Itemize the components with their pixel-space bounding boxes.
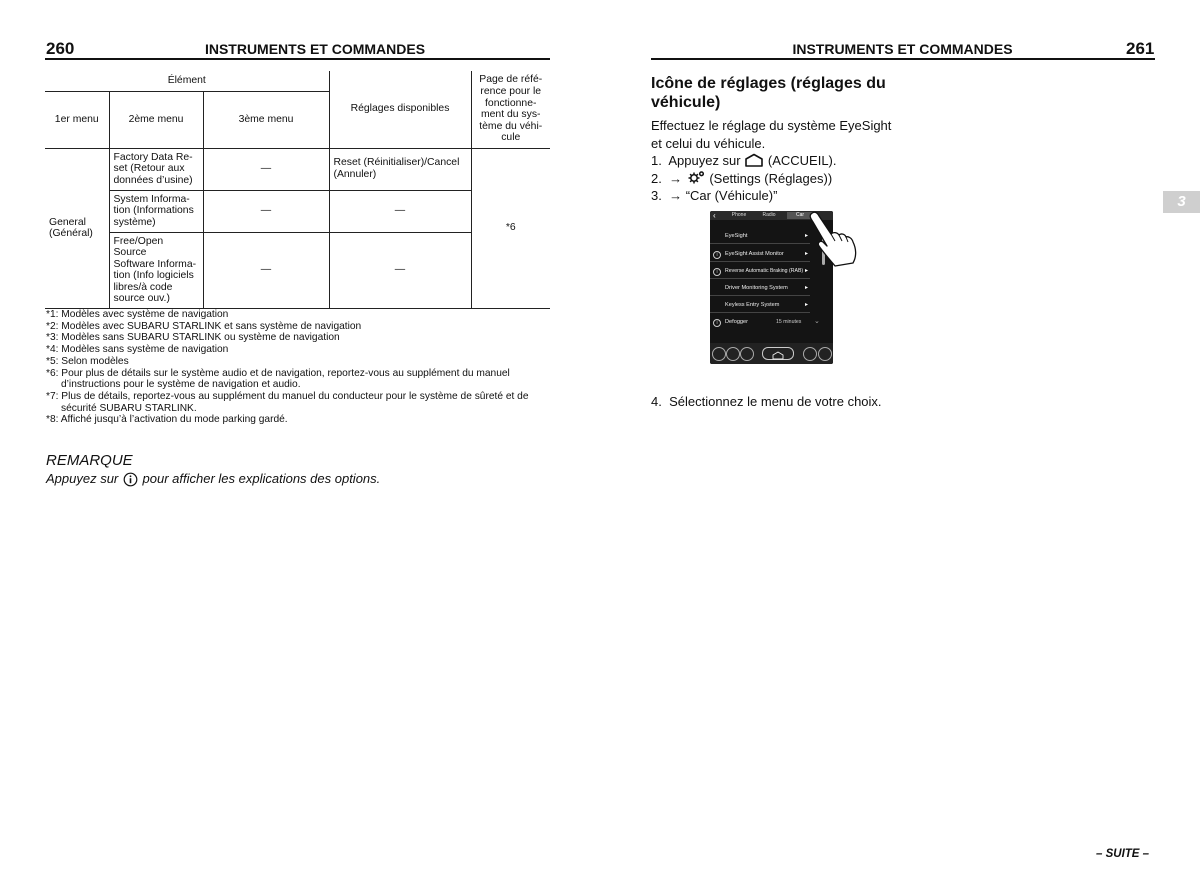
remark-heading: REMARQUE bbox=[46, 452, 133, 469]
right-page-header: INSTRUMENTS ET COMMANDES bbox=[792, 41, 1013, 57]
step-1-text-before: Appuyez sur bbox=[668, 153, 741, 168]
step-2-arrow: → bbox=[669, 170, 683, 186]
media-icon[interactable] bbox=[712, 347, 726, 361]
hand-pointer-icon bbox=[805, 208, 860, 268]
footnote-1: *1: Modèles avec système de navigation bbox=[46, 309, 229, 320]
footnote-2: *2: Modèles avec SUBARU STARLINK et sans système de navigation bbox=[46, 320, 362, 332]
table-header-settings: Réglages disponibles bbox=[329, 71, 471, 148]
screen-tab-phone[interactable]: Phone bbox=[731, 212, 747, 218]
screen-item-label: Driver Monitoring System bbox=[725, 285, 788, 291]
home-button[interactable] bbox=[762, 347, 794, 360]
phone-icon[interactable] bbox=[726, 347, 740, 361]
footnote-8: *8: Affiché jusqu’à l’activation du mode parking gardé. bbox=[46, 414, 288, 426]
table-header-menu3: 3ème menu bbox=[203, 91, 329, 148]
screen-list-item[interactable] bbox=[710, 231, 810, 244]
screen-list-item[interactable] bbox=[710, 300, 810, 313]
footnote-5: *5: Selon modèles bbox=[46, 355, 129, 367]
remark-text-after: pour afficher les explications des options. bbox=[142, 471, 381, 486]
left-page-number: 260 bbox=[46, 39, 75, 58]
screen-item-value: 15 minutes bbox=[776, 319, 802, 325]
screen-item-label: Keyless Entry System bbox=[725, 302, 780, 308]
table-header-menu1: 1er menu bbox=[45, 91, 109, 148]
table-header-ref: Page de réfé- rence pour le fonctionne- ment du sys- tème du véhi- cule bbox=[471, 71, 550, 148]
table-ref-value: *6 bbox=[471, 148, 550, 309]
footnote-6: *6: Pour plus de détails sur le système audio et de navigation, reportez-vous au supplément du manuel bbox=[46, 367, 510, 379]
footnote-7-cont: sécurité SUBARU STARLINK. bbox=[61, 402, 197, 414]
step-2 bbox=[651, 170, 951, 188]
table-row-3-menu2: Free/Open Source Software Informa- tion (Info logiciels libres/à code source ouv.) bbox=[109, 232, 203, 309]
arrow-right-icon: ▸ bbox=[805, 233, 809, 239]
section-title-line-2: véhicule) bbox=[651, 94, 721, 111]
screen-tab-car[interactable]: Car bbox=[787, 212, 813, 219]
table-row-1-menu3: — bbox=[203, 148, 329, 190]
table-row-3-settings: — bbox=[329, 232, 471, 309]
table-row-2-menu2: System Informa- tion (Informations système) bbox=[109, 190, 203, 232]
radio-icon[interactable] bbox=[740, 347, 754, 361]
right-page-number: 261 bbox=[1126, 39, 1155, 58]
left-page-header: INSTRUMENTS ET COMMANDES bbox=[204, 41, 426, 57]
footnote-6-cont: d’instructions pour le système de navigation et audio. bbox=[61, 379, 301, 391]
table-header-menu2: 2ème menu bbox=[109, 91, 203, 148]
step-1-text-after: (ACCUEIL). bbox=[767, 153, 837, 168]
table-row-3-menu3: — bbox=[203, 232, 329, 309]
left-header-rule bbox=[45, 58, 550, 60]
chapter-tab: 3 bbox=[1163, 191, 1200, 213]
arrow-right-icon: ▸ bbox=[805, 285, 809, 291]
right-header-rule bbox=[651, 58, 1155, 60]
chevron-down-icon: ⌄ bbox=[814, 318, 820, 325]
remark-text bbox=[46, 471, 380, 487]
table-row-2-menu3: — bbox=[203, 190, 329, 232]
settings-gear-icon bbox=[686, 170, 706, 185]
arrow-right-icon: ▸ bbox=[805, 251, 809, 257]
step-1 bbox=[651, 152, 951, 170]
step-1-number: 1. bbox=[651, 153, 662, 168]
screen-list-item[interactable] bbox=[710, 317, 820, 329]
table-row-1-settings: Reset (Réinitialiser)/Cancel (Annuler) bbox=[329, 148, 471, 190]
remark-text-before: Appuyez sur bbox=[46, 471, 119, 486]
footnotes bbox=[46, 309, 551, 426]
table-menu1-general: General (Général) bbox=[45, 148, 109, 309]
footnote-7: *7: Plus de détails, reportez-vous au supplément du manuel du conducteur pour le système de sûreté et de bbox=[46, 390, 529, 402]
home-icon bbox=[763, 350, 793, 361]
step-4-text: Sélectionnez le menu de votre choix. bbox=[669, 394, 882, 409]
info-icon[interactable]: i bbox=[713, 268, 721, 276]
info-icon[interactable]: i bbox=[713, 319, 721, 327]
step-3-number: 3. bbox=[651, 188, 662, 203]
home-icon bbox=[744, 153, 764, 167]
screen-item-label: Reverse Automatic Braking (RAB) bbox=[725, 268, 804, 274]
step-2-number: 2. bbox=[651, 170, 662, 186]
screen-list-item[interactable] bbox=[710, 249, 810, 262]
back-chevron-icon[interactable]: ‹ bbox=[713, 211, 716, 220]
step-4 bbox=[651, 393, 882, 411]
screen-tab-radio[interactable]: Radio bbox=[762, 212, 776, 218]
step-4-number: 4. bbox=[651, 394, 662, 409]
screen-list-item[interactable] bbox=[710, 266, 810, 279]
arrow-right-icon: ▸ bbox=[805, 302, 809, 308]
footnote-3: *3: Modèles sans SUBARU STARLINK ou système de navigation bbox=[46, 332, 340, 344]
screen-item-label: EyeSight Assist Monitor bbox=[725, 251, 784, 257]
screen-item-label: EyeSight bbox=[725, 233, 748, 239]
arrow-right-icon: ▸ bbox=[805, 268, 809, 274]
table-header-element: Élément bbox=[45, 71, 329, 91]
intro-line-1: Effectuez le réglage du système EyeSight bbox=[651, 118, 892, 133]
continue-label: – SUITE – bbox=[1096, 848, 1150, 860]
screen-list-item[interactable] bbox=[710, 283, 810, 296]
section-title-line-1: Icône de réglages (réglages du bbox=[651, 75, 886, 92]
info-icon bbox=[123, 472, 138, 487]
step-3 bbox=[651, 187, 951, 205]
settings-table bbox=[45, 71, 550, 309]
climate-icon[interactable] bbox=[803, 347, 817, 361]
table-row-1-menu2: Factory Data Re- set (Retour aux données d’usine) bbox=[109, 148, 203, 190]
intro-line-2: et celui du véhicule. bbox=[651, 135, 766, 151]
step-3-text: → “Car (Véhicule)” bbox=[669, 188, 778, 203]
profile-icon[interactable] bbox=[818, 347, 832, 361]
section-title bbox=[651, 74, 886, 112]
footnote-4: *4: Modèles sans système de navigation bbox=[46, 344, 229, 356]
table-row-2-settings: — bbox=[329, 190, 471, 232]
step-2-text-after: (Settings (Réglages)) bbox=[709, 170, 833, 186]
screen-item-label: Defogger bbox=[725, 319, 749, 325]
info-icon[interactable]: i bbox=[713, 251, 721, 259]
instructions bbox=[651, 117, 951, 205]
